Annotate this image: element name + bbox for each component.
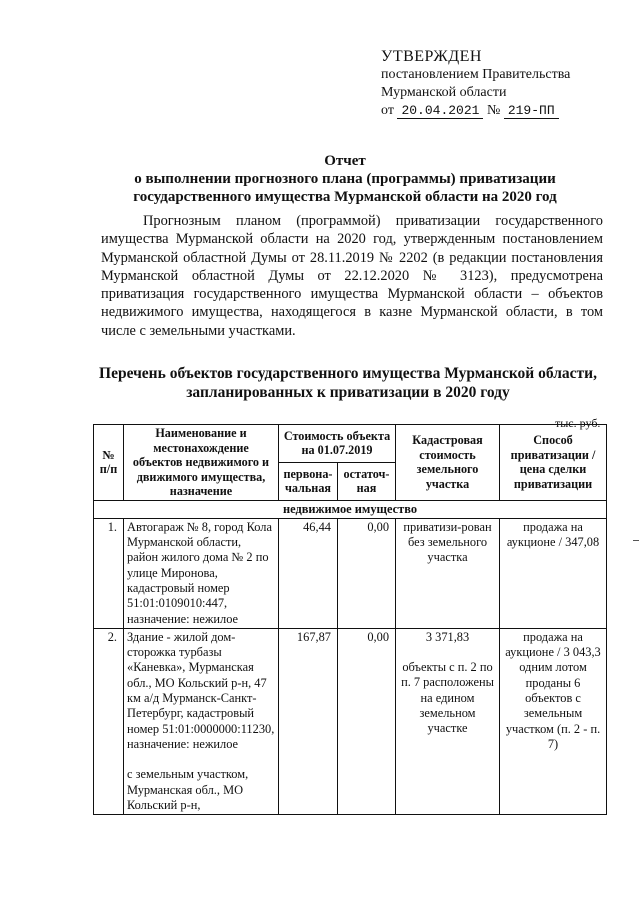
row-num: 1. [94, 518, 124, 628]
header-name: Наименование и местонахождение объектов недвижимого и движимого имущества, назначение [124, 425, 279, 501]
row-name: Здание - жилой дом-сторожка турбазы «Каневка», Мурманская обл., МО Кольский р-н, 47 км а/д Мурманск-Санкт-Петербург, кадастровый номер 51:01:0000000:11230, назначение: нежилое [127, 629, 275, 751]
row-cadastral-cell [396, 628, 500, 814]
intro-paragraph: Прогнозным планом (программой) приватизации государственного имущества Мурманской области на 2020 год, утвержденным постановлением Мурманской областной Думы от 28.11.2019 № 2202 (в редакции постановления Мурманской областной Думы от 22.12.2020 № 3123), предусмотрена приватизация государственного имущества Мурманской области – объектов недвижимого имущества, находящегося в казне Мурманской области, в том числе с земельными участками. [101, 213, 603, 339]
approval-number: 219-ПП [504, 103, 559, 119]
section-row [94, 500, 607, 518]
report-subtitle-1: о выполнении прогнозного плана (программы) приватизации [134, 171, 556, 187]
row-cadastral-note: объекты с п. 2 по п. 7 расположены на едином земельном участке [401, 660, 494, 736]
header-cost: Стоимость объекта на 01.07.2019 [279, 425, 396, 463]
report-subtitle-2: государственного имущества Мурманской области на 2020 год [133, 189, 557, 205]
row-name: Автогараж № 8, город Кола Мурманской области, район жилого дома № 2 по улице Миронова, кадастровый номер 51:01:0109010:447, назначение: нежилое [124, 518, 279, 628]
row-num: 2. [94, 628, 124, 814]
row-name-cell [124, 628, 279, 814]
from-label: от [381, 103, 394, 118]
unit-label: тыс. руб. [555, 416, 601, 430]
header-cadastral: Кадастровая стоимость земельного участка [396, 425, 500, 501]
list-title-block [95, 364, 601, 402]
row-cadastral: 3 371,83 [425, 629, 470, 644]
row-name-land: с земельным участком, Мурманская обл., МО Кольский р-н, [127, 767, 249, 812]
approval-heading: УТВЕРЖДЕН [381, 48, 482, 65]
approval-line-1: постановлением Правительства [381, 67, 571, 82]
header-method: Способ приватизации / цена сделки приватизации [500, 425, 607, 501]
table-row [94, 518, 607, 628]
row-method: продажа на аукционе / 3 043,3 одним лотом проданы 6 объектов с земельным участком (п. 2 - п. 7) [500, 628, 607, 814]
row-residual: 0,00 [338, 628, 396, 814]
header-residual: остаточ-ная [338, 462, 396, 500]
row-method: продажа на аукционе / 347,08 [500, 518, 607, 628]
report-title: Отчет [324, 153, 366, 169]
scan-edge-mark [633, 540, 639, 541]
table-row [94, 628, 607, 814]
row-initial: 167,87 [279, 628, 338, 814]
row-cadastral: приватизи-рован без земельного участка [396, 518, 500, 628]
approval-line-2: Мурманской области [381, 85, 507, 100]
table-header-row [94, 425, 607, 463]
approval-date: 20.04.2021 [397, 103, 483, 119]
report-title-block [95, 152, 595, 206]
row-residual: 0,00 [338, 518, 396, 628]
header-num: № п/п [94, 425, 124, 501]
approval-block [381, 48, 621, 120]
number-label: № [486, 103, 501, 118]
objects-table [93, 424, 607, 815]
approval-date-line [381, 102, 621, 120]
row-initial: 46,44 [279, 518, 338, 628]
list-title-2: запланированных к приватизации в 2020 году [186, 384, 510, 401]
section-label: недвижимое имущество [94, 500, 607, 518]
list-title-1: Перечень объектов государственного имущества Мурманской области, [99, 365, 597, 382]
header-initial: первона-чальная [279, 462, 338, 500]
